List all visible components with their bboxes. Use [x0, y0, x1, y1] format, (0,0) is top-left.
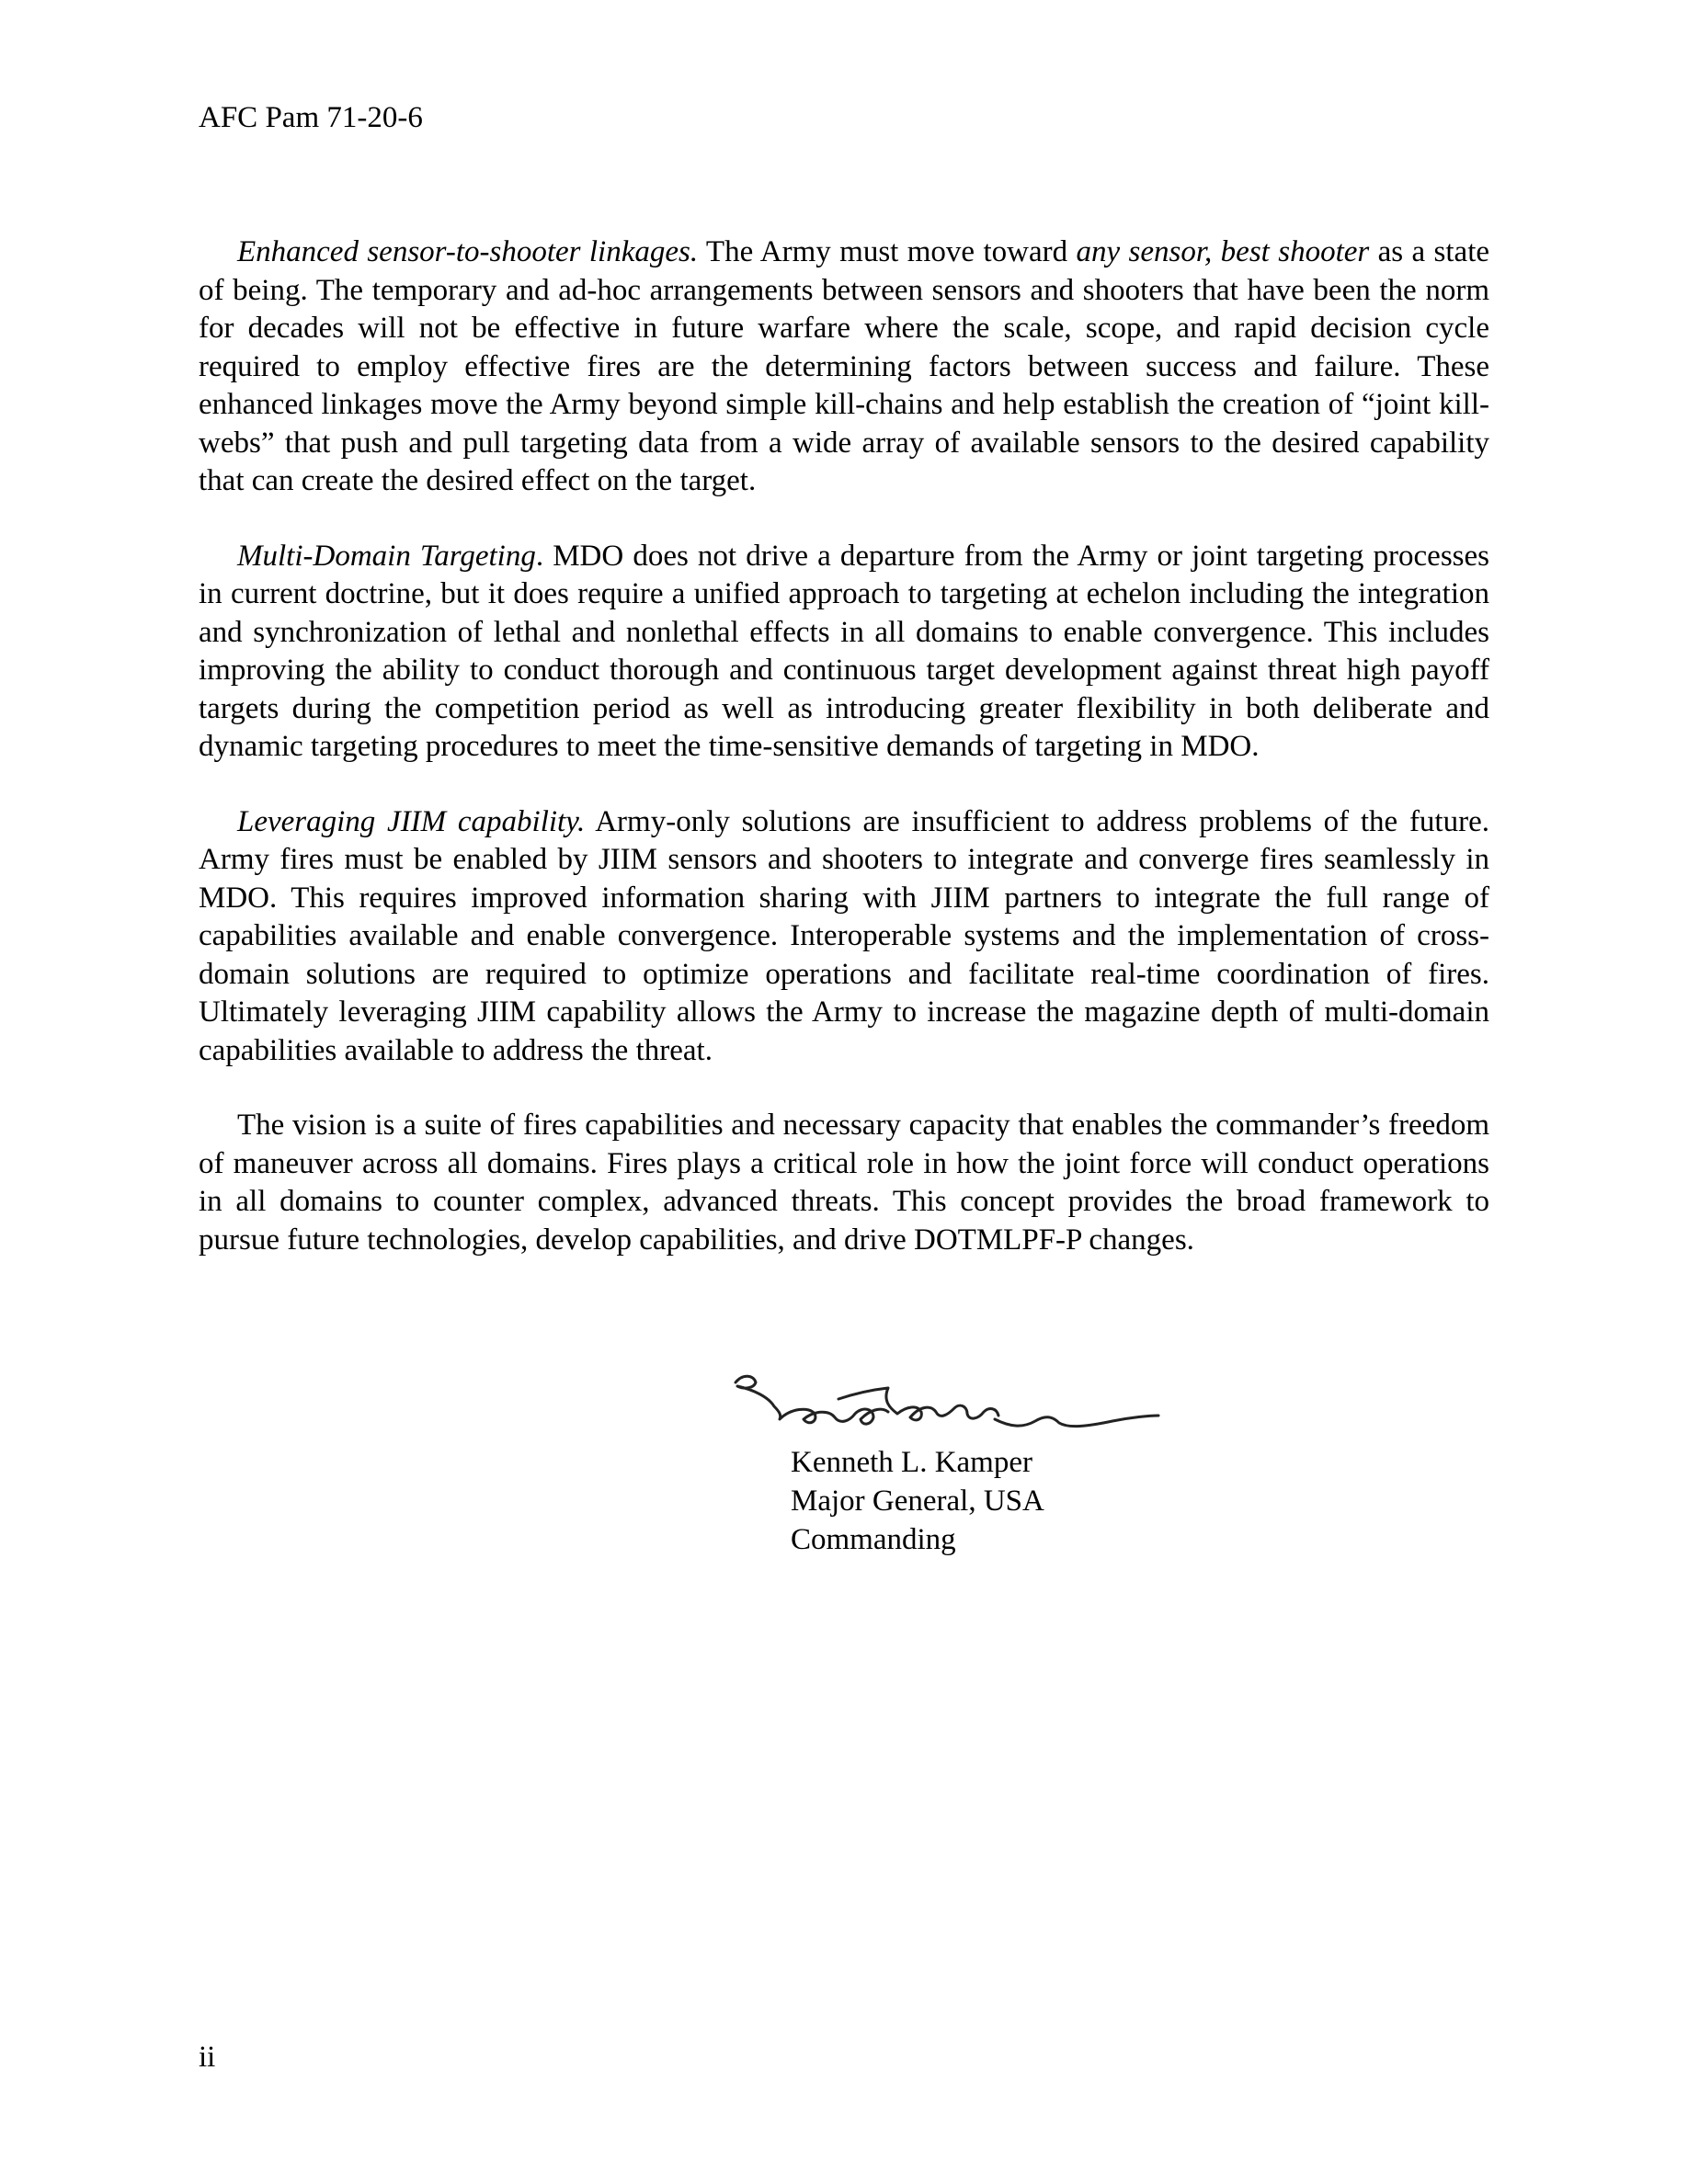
document-body [199, 233, 1489, 1296]
paragraph-jiim-capability [199, 803, 1489, 1071]
paragraph-text: The Army must move toward [698, 235, 1077, 268]
paragraph-multi-domain-targeting [199, 538, 1489, 767]
signer-title: Commanding [791, 1523, 956, 1556]
paragraph-text: . MDO does not drive a departure from the Army or joint targeting processes in current doctrine, but it does require a unified approach to targeting at echelon including the integration and synchronization of lethal and nonlethal effects in all domains to enable convergence. This includes improving the ability to conduct thorough and continuous target development against threat high payoff targets during the competition period as well as introducing greater flexibility in both deliberate and dynamic targeting procedures to meet the time-sensitive demands of targeting in MDO. [199, 539, 1489, 763]
document-header: AFC Pam 71-20-6 [199, 101, 423, 134]
paragraph-sensor-shooter [199, 233, 1489, 501]
paragraph-lead: Enhanced sensor-to-shooter linkages. [237, 235, 699, 268]
page-number: ii [199, 2041, 216, 2074]
paragraph-emphasis: any sensor, best shooter [1076, 235, 1370, 268]
signer-name: Kenneth L. Kamper [791, 1446, 1032, 1479]
paragraph-vision [199, 1107, 1489, 1259]
paragraph-lead: Leveraging JIIM capability. [237, 804, 586, 838]
paragraph-text: Army-only solutions are insufficient to address problems of the future. Army fires must be enabled by JIIM sensors and shooters to integrate and converge fires seamlessly in MDO. This requires improved information sharing with JIIM partners to integrate the full range of capabilities available and enable convergence. Interoperable systems and the implementation of cross-domain solutions are required to optimize operations and facilitate real-time coordination of fires. Ultimately leveraging JIIM capability allows the Army to increase the magazine depth of multi-domain capabilities available to address the threat. [199, 804, 1489, 1067]
paragraph-lead: Multi-Domain Targeting [237, 539, 536, 573]
signature-lines [791, 1443, 1044, 1559]
signer-rank: Major General, USA [791, 1484, 1044, 1518]
paragraph-text: as a state of being. The temporary and ad-hoc arrangements between sensors and shooters that have been the norm for decades will not be effective in future warfare where the scale, scope, and rapid decision cycle required to employ effective fires are the determining factors between success and failure. These enhanced linkages move the Army beyond simple kill-chains and help establish the creation of “joint kill-webs” that push and pull targeting data from a wide array of available sensors to the desired capability that can create the desired effect on the target. [199, 235, 1490, 497]
signature-block [726, 1370, 1186, 1572]
paragraph-text: The vision is a suite of fires capabilities and necessary capacity that enables the commander’s freedom of maneuver across all domains. Fires plays a critical role in how the joint force will conduct operations in all domains to counter complex, advanced threats. This concept provides the broad framework to pursue future technologies, develop capabilities, and drive DOTMLPF-P changes. [199, 1109, 1489, 1257]
